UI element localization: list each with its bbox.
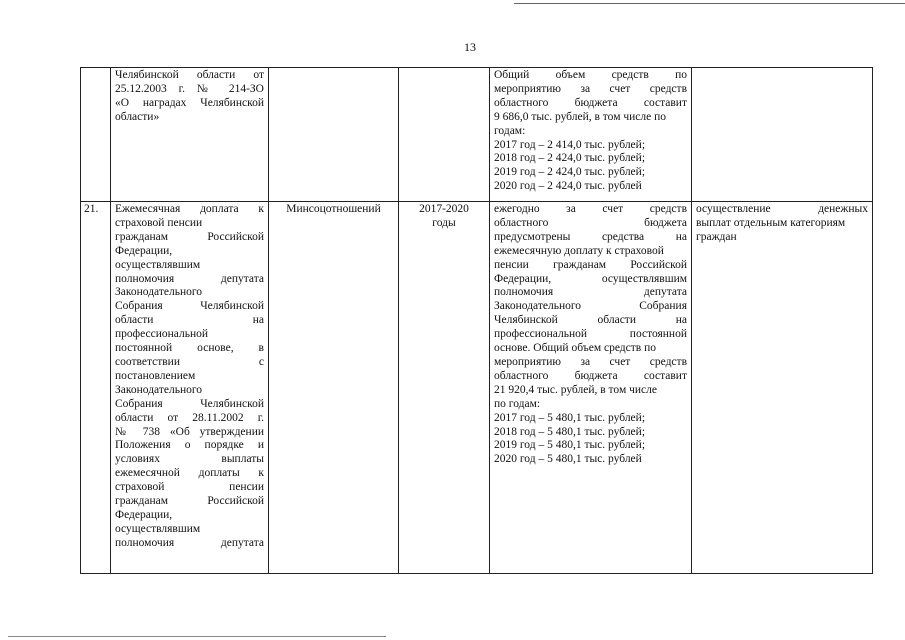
year-line: 2019 год – 5 480,1 тыс. рублей;: [494, 439, 646, 452]
year-line: 2020 год – 5 480,1 тыс. рублей: [494, 453, 642, 466]
text-line: Федерации,: [115, 508, 173, 521]
year-line: 2020 год – 2 424,0 тыс. рублей: [494, 180, 642, 193]
text-line: гражданам Российской: [115, 495, 264, 508]
year-line: 2018 год – 5 480,1 тыс. рублей;: [494, 425, 646, 438]
bottom-rule: [8, 636, 386, 637]
measures-table: [80, 67, 873, 574]
text-line: Ежемесячная доплата к: [115, 203, 264, 215]
text-line: ежегодно за счет средств: [494, 203, 687, 215]
text-line: осуществлявшим: [115, 522, 201, 535]
text-line: профессиональной: [115, 328, 209, 341]
text-line: области от 28.11.2002 г.: [115, 411, 264, 424]
text-line: осуществлявшим: [115, 258, 201, 271]
top-rule: [514, 3, 905, 4]
text-line: годам:: [494, 124, 526, 137]
cell-number: 21.: [81, 202, 111, 574]
text-line: условиях выплаты: [115, 453, 264, 466]
table-row-continuation: [81, 68, 873, 202]
text-line: страховой пенсии: [115, 481, 264, 494]
text-line: основе. Общий объем средств по: [494, 342, 656, 355]
text-line: областного бюджета составит: [494, 96, 687, 109]
cell-executor: [269, 68, 399, 202]
text-line: областного бюджета составит: [494, 369, 687, 382]
cell-period: [399, 68, 490, 202]
text-line: областного бюджета: [494, 216, 687, 229]
year-line: 2019 год – 2 424,0 тыс. рублей;: [494, 166, 646, 179]
cell-period: [399, 202, 490, 574]
text-line: осуществление денежных: [696, 203, 868, 215]
text-line: соответствии с: [115, 355, 264, 368]
text-line: 25.12.2003 г. № 214-ЗО: [115, 82, 264, 95]
text-line: предусмотрены средства на: [494, 230, 687, 243]
cell-result: [692, 202, 873, 574]
text-line: 21 920,4 тыс. рублей, в том числе: [494, 383, 657, 396]
text-line: полномочия депутата: [494, 286, 687, 299]
text-line: Законодательного Собрания: [494, 300, 687, 313]
period-line: 2017-2020: [419, 203, 469, 215]
text-line: области на: [115, 314, 264, 327]
cell-measure-name: [111, 202, 269, 574]
period-line: годы: [432, 216, 456, 229]
text-line: пенсии гражданам Российской: [494, 258, 687, 271]
text-line: Собрания Челябинской: [115, 300, 264, 313]
text-line: мероприятию за счет средств: [494, 355, 687, 368]
text-line: «О наградах Челябинской: [115, 96, 264, 109]
text-line: полномочия депутата: [115, 536, 264, 549]
text-line: Челябинской области от: [115, 69, 264, 81]
table-row-21: [81, 202, 873, 574]
text-line: постановлением: [115, 369, 196, 382]
text-line: Законодательного: [115, 383, 203, 396]
year-line: 2017 год – 2 414,0 тыс. рублей;: [494, 138, 646, 151]
text-line: Федерации, осуществлявшим: [494, 272, 687, 285]
text-line: страховой пенсии: [115, 216, 203, 229]
text-line: ежемесячную доплату к страховой: [494, 244, 664, 257]
text-line: полномочия депутата: [115, 272, 264, 285]
cell-measure-name: [111, 68, 269, 202]
text-line: выплат отдельным категориям: [696, 216, 846, 229]
year-line: 2018 год – 2 424,0 тыс. рублей;: [494, 152, 646, 165]
cell-executor: [269, 202, 399, 574]
text-line: 9 686,0 тыс. рублей, в том числе по: [494, 110, 667, 123]
executor-text: Минсоцотношений: [286, 203, 381, 215]
text-line: Положения о порядке и: [115, 439, 264, 452]
text-line: Законодательного: [115, 286, 203, 299]
text-line: Общий объем средств по: [494, 69, 687, 81]
text-line: области»: [115, 110, 160, 123]
text-line: профессиональной постоянной: [494, 328, 687, 341]
cell-number: [81, 68, 111, 202]
text-line: постоянной основе, в: [115, 342, 264, 355]
text-line: граждан: [696, 230, 737, 243]
cell-volume: [490, 202, 692, 574]
text-line: № 738 «Об утверждении: [115, 425, 264, 438]
text-line: гражданам Российской: [115, 230, 264, 243]
text-line: Федерации,: [115, 244, 173, 257]
text-line: по годам:: [494, 397, 541, 410]
text-line: Собрания Челябинской: [115, 397, 264, 410]
cell-result: [692, 68, 873, 202]
page-number: 13: [464, 40, 476, 54]
cell-volume: [490, 68, 692, 202]
text-line: ежемесячной доплаты к: [115, 467, 264, 480]
text-line: мероприятию за счет средств: [494, 82, 687, 95]
text-line: Челябинской области на: [494, 314, 687, 327]
year-line: 2017 год – 5 480,1 тыс. рублей;: [494, 411, 646, 424]
